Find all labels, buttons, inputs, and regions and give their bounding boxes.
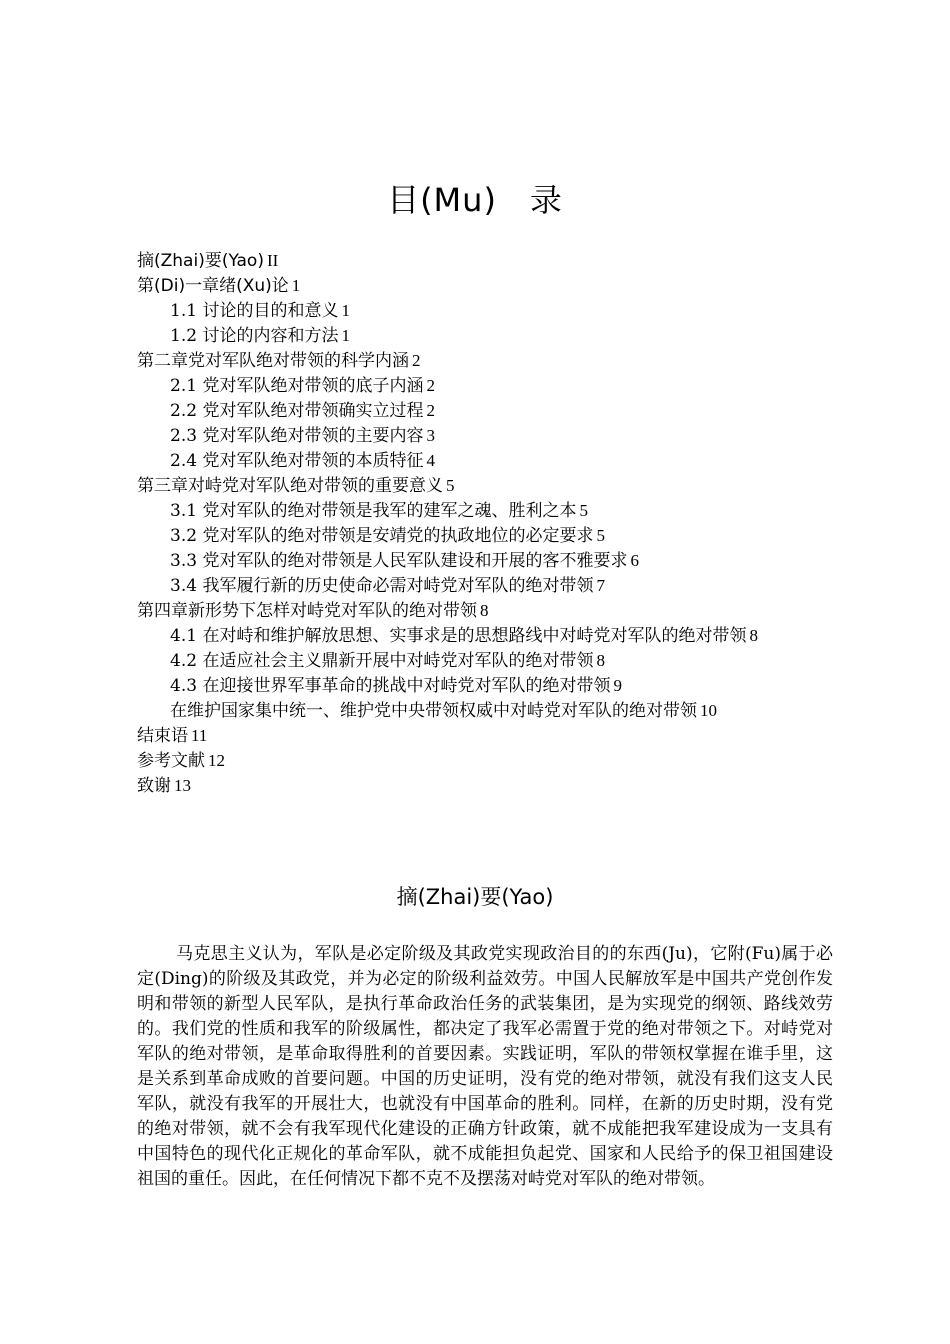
toc-title: 目(Mu) 录 (387, 181, 563, 219)
toc-entry-text: 在维护国家集中统一、维护党中央带领权威中对峙党对军队的绝对带领 (170, 701, 697, 721)
toc-entry-text: 1.1 讨论的目的和意义 (170, 301, 339, 321)
table-of-contents (137, 248, 857, 798)
toc-entry-text: 4.1 在对峙和维护解放思想、实事求是的思想路线中对峙党对军队的绝对带领 (170, 626, 747, 646)
toc-entry-text: 4.2 在适应社会主义鼎新开展中对峙党对军队的绝对带领 (170, 651, 594, 671)
toc-entry-text: 3.1 党对军队的绝对带领是我军的建军之魂、胜利之本 (170, 501, 577, 521)
toc-entry[interactable] (137, 573, 857, 598)
toc-entry[interactable] (137, 598, 857, 623)
toc-entry[interactable] (137, 248, 857, 273)
toc-entry-text: 3.3 党对军队的绝对带领是人民军队建设和开展的客不雅要求 (170, 551, 628, 571)
toc-entry-page: 5 (446, 476, 455, 495)
toc-entry-page: 2 (426, 401, 435, 420)
toc-entry-page: 4 (426, 451, 435, 470)
toc-entry-page: 8 (480, 601, 489, 620)
toc-entry-page: 10 (700, 701, 717, 720)
toc-entry-page: 11 (191, 726, 208, 745)
toc-entry[interactable] (137, 473, 857, 498)
toc-entry[interactable] (137, 348, 857, 373)
toc-entry[interactable] (137, 498, 857, 523)
toc-entry-page: 3 (426, 426, 435, 445)
toc-entry[interactable] (137, 673, 857, 698)
toc-entry-page: 2 (426, 376, 435, 395)
toc-entry-text: 第二章党对军队绝对带领的科学内涵 (137, 351, 409, 371)
toc-entry[interactable] (137, 648, 857, 673)
toc-entry-page: 5 (579, 501, 588, 520)
toc-entry[interactable] (137, 448, 857, 473)
toc-entry[interactable] (137, 698, 857, 723)
toc-entry[interactable] (137, 773, 857, 798)
toc-entry-page: 5 (596, 526, 605, 545)
toc-entry-page: 7 (596, 576, 605, 595)
toc-entry-text: 1.2 讨论的内容和方法 (170, 326, 339, 346)
abstract-body: 马克思主义认为，军队是必定阶级及其政党实现政治目的的东西(Ju)，它附(Fu)属于必定(Ding)的阶级及其政党，并为必定的阶级利益效劳。中国人民解放军是中国共产党创作发明和带领的新型人民军队，是执行革命政治任务的武装集团，是为实现党的纲领、路线效劳的。我们党的性质和我军的阶级属性，都决定了我军必需置于党的绝对带领之下。对峙党对军队的绝对带领，是革命取得胜利的首要因素。实践证明，军队的带领权掌握在谁手里，这是关系到革命成败的首要问题。中国的历史证明，没有党的绝对带领，就没有我们这支人民军队，就没有我军的开展壮大，也就没有中国革命的胜利。同样，在新的历史时期，没有党的绝对带领，就不会有我军现代化建设的正确方针政策，就不成能把我军建设成为一支具有中国特色的现代化正规化的革命军队，就不成能担负起党、国家和人民给予的保卫祖国建设祖国的重任。因此，在任何情况下都不克不及摆荡对峙党对军队的绝对带领。 (137, 944, 833, 1189)
toc-entry[interactable] (137, 323, 857, 348)
toc-entry-text: 2.4 党对军队绝对带领的本质特征 (170, 451, 424, 471)
toc-entry-page: 1 (341, 301, 350, 320)
toc-entry-page: 2 (412, 351, 421, 370)
toc-entry-text: 第(Di)一章绪(Xu)论 (137, 276, 289, 296)
toc-entry-text: 3.2 党对军队的绝对带领是安靖党的执政地位的必定要求 (170, 526, 594, 546)
toc-entry-text: 摘(Zhai)要(Yao) (137, 251, 264, 271)
toc-entry[interactable] (137, 748, 857, 773)
toc-entry-text: 3.4 我军履行新的历史使命必需对峙党对军队的绝对带领 (170, 576, 594, 596)
toc-entry-text: 第四章新形势下怎样对峙党对军队的绝对带领 (137, 601, 477, 621)
toc-entry-page: 1 (291, 276, 301, 295)
toc-entry-text: 致谢 (137, 776, 171, 796)
toc-entry[interactable] (137, 548, 857, 573)
toc-entry-page: 8 (596, 651, 605, 670)
toc-entry-text: 2.3 党对军队绝对带领的主要内容 (170, 426, 424, 446)
abstract-title: 摘(Zhai)要(Yao) (396, 885, 554, 909)
toc-entry[interactable] (137, 398, 857, 423)
toc-entry-text: 结束语 (137, 726, 188, 746)
toc-entry-page: II (266, 251, 279, 270)
toc-entry-page: 9 (613, 676, 622, 695)
toc-entry-text: 2.2 党对军队绝对带领确实立过程 (170, 401, 424, 421)
toc-entry-text: 4.3 在迎接世界军事革命的挑战中对峙党对军队的绝对带领 (170, 676, 611, 696)
toc-entry-page: 8 (749, 626, 758, 645)
toc-entry-text: 2.1 党对军队绝对带领的底子内涵 (170, 376, 424, 396)
toc-entry[interactable] (137, 273, 857, 298)
toc-entry[interactable] (137, 373, 857, 398)
toc-entry[interactable] (137, 523, 857, 548)
toc-entry-text: 参考文献 (137, 751, 205, 771)
toc-entry-page: 12 (208, 751, 225, 770)
toc-entry-page: 13 (174, 776, 191, 795)
toc-entry-page: 1 (341, 326, 350, 345)
toc-entry-text: 第三章对峙党对军队绝对带领的重要意义 (137, 476, 443, 496)
toc-entry[interactable] (137, 723, 857, 748)
toc-entry-page: 6 (630, 551, 639, 570)
toc-entry[interactable] (137, 423, 857, 448)
toc-entry[interactable] (137, 298, 857, 323)
toc-entry[interactable] (137, 623, 857, 648)
